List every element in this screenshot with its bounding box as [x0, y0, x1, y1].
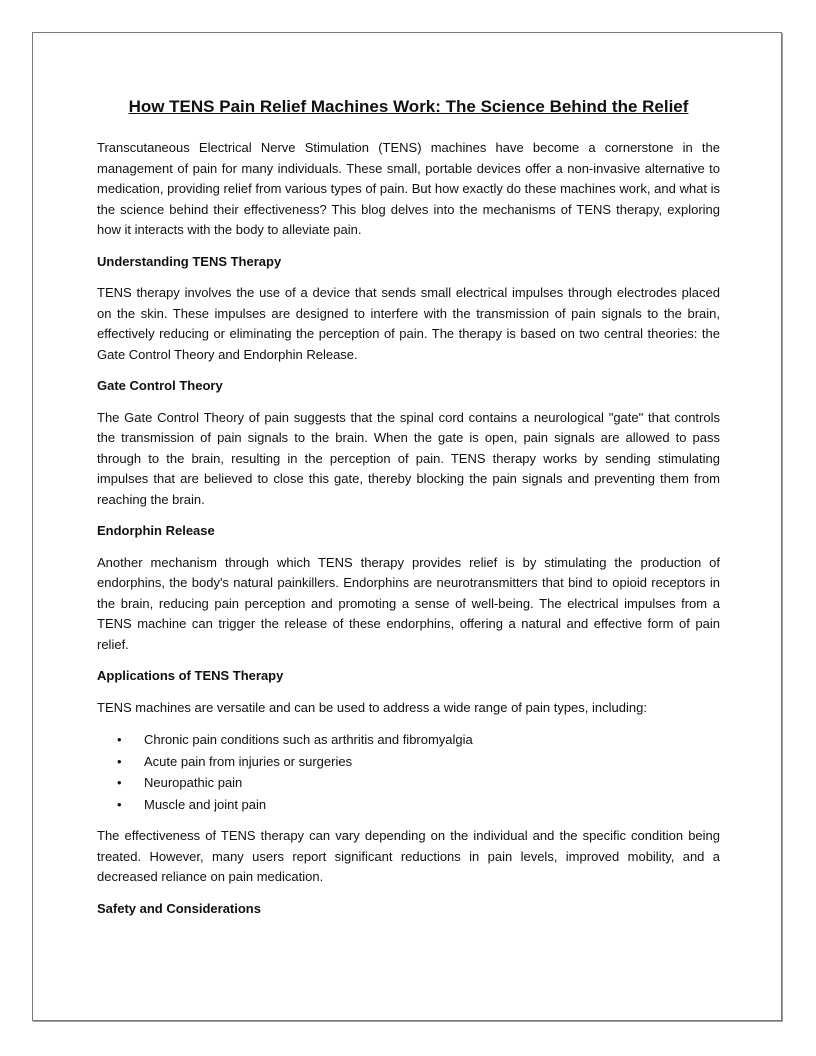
list-item: [97, 772, 720, 794]
section-paragraph-gate-control: The Gate Control Theory of pain suggests that the spinal cord contains a neurological "gate" that controls the transmission of pain signals to the brain. When the gate is open, pain signals are allowed to pass through to the brain, resulting in the perception of pain. TENS therapy works by sending stimulating impulses that are believed to close this gate, thereby blocking the pain signals and preventing them from reaching the brain.: [97, 409, 720, 507]
list-item: [97, 794, 720, 816]
section-heading-endorphin: Endorphin Release: [97, 523, 215, 538]
bullet-dot-icon: •: [117, 753, 122, 769]
list-item: [97, 751, 720, 773]
section-heading-gate-control: Gate Control Theory: [97, 378, 223, 393]
applications-list: [97, 729, 720, 815]
section-paragraph-understanding: TENS therapy involves the use of a device that sends small electrical impulses through electrodes placed on the skin. These impulses are designed to interfere with the transmission of pain signals to the brain, effectively reducing or eliminating the perception of pain. The therapy is based on two central theories: the Gate Control Theory and Endorphin Release.: [97, 285, 720, 362]
applications-closing-paragraph: The effectiveness of TENS therapy can vary depending on the individual and the specific condition being treated. However, many users report significant reductions in pain levels, improved mobility, and a decreased reliance on pain medication.: [97, 828, 720, 884]
page-title: How TENS Pain Relief Machines Work: The Science Behind the Relief: [128, 97, 689, 116]
bullet-dot-icon: •: [117, 732, 122, 747]
intro-paragraph: Transcutaneous Electrical Nerve Stimulation (TENS) machines have become a cornerstone in the management of pain for many individuals. These small, portable devices offer a non-invasive alternative to medication, providing relief from various types of pain. But how exactly do these machines work, and what is the science behind their effectiveness? This blog delves into the mechanisms of TENS therapy, exploring how it interacts with the body to alleviate pain.: [97, 140, 720, 237]
list-item-text: Acute pain from injuries or surgeries: [144, 753, 353, 769]
section-paragraph-endorphin: Another mechanism through which TENS therapy provides relief is by stimulating the production of endorphins, the body's natural painkillers. Endorphins are neurotransmitters that bind to opioid receptors in the brain, reducing pain perception and promoting a sense of well-being. The electrical impulses from a TENS machine can trigger the release of these endorphins, offering a natural and effective form of pain relief.: [97, 554, 720, 652]
section-heading-applications: Applications of TENS Therapy: [97, 668, 284, 683]
section-paragraph-applications: TENS machines are versatile and can be used to address a wide range of pain types, including:: [97, 699, 647, 715]
document-body: [97, 95, 720, 930]
list-item-text: Neuropathic pain: [144, 775, 243, 790]
list-item-text: Muscle and joint pain: [144, 796, 267, 812]
list-item-text: Chronic pain conditions such as arthritis and fibromyalgia: [144, 732, 473, 747]
list-item: [97, 729, 720, 751]
bullet-dot-icon: •: [117, 796, 122, 812]
section-heading-understanding: Understanding TENS Therapy: [97, 253, 282, 269]
bullet-dot-icon: •: [117, 775, 122, 790]
section-heading-safety: Safety and Considerations: [97, 900, 261, 916]
